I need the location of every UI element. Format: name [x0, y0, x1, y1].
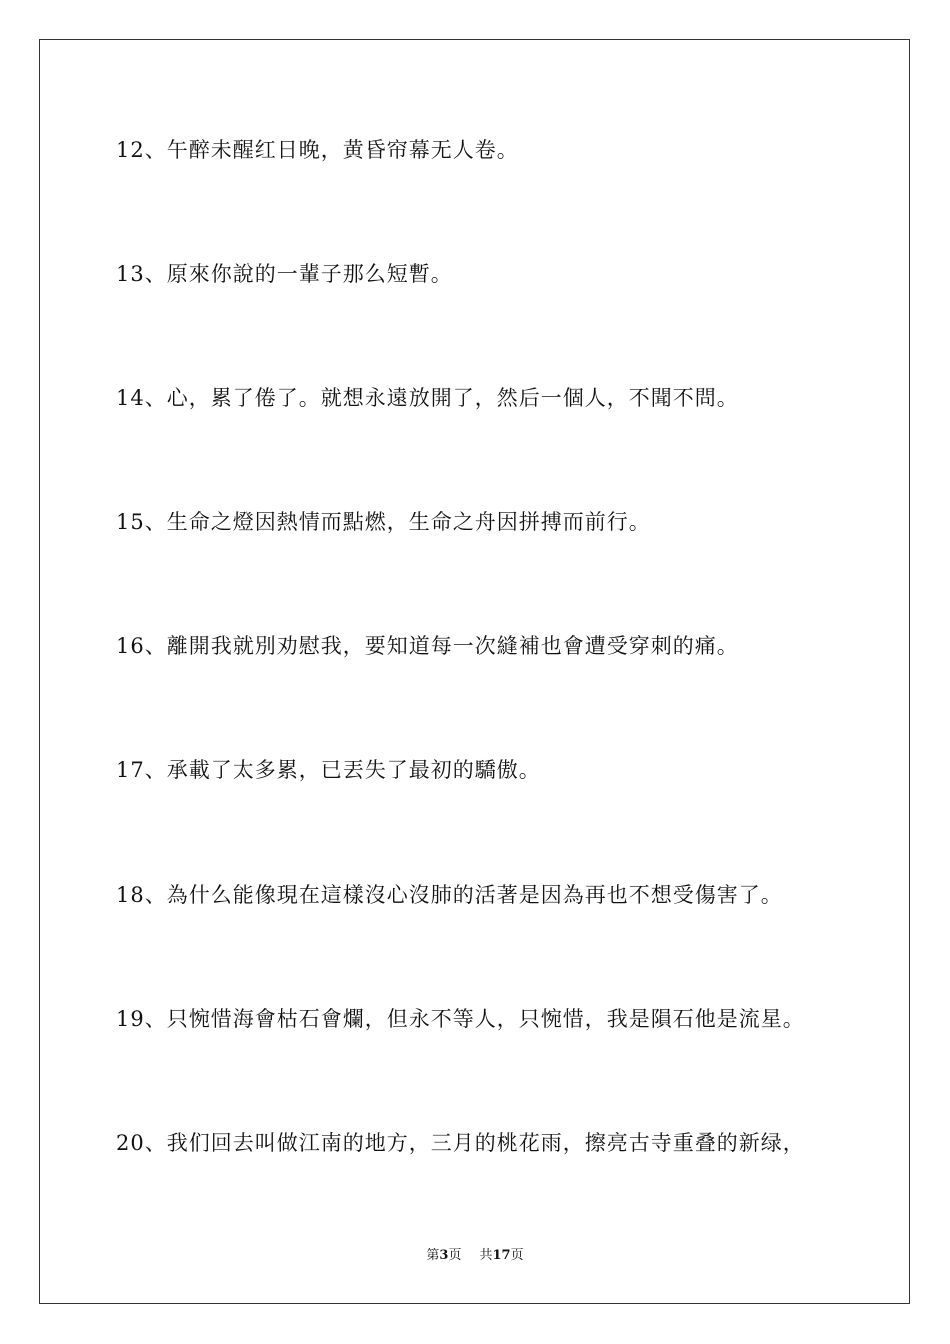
entry-19: 19、只惋惜海會枯石會爛，但永不等人，只惋惜，我是隕石他是流星。: [116, 1007, 805, 1031]
page-border: [39, 39, 910, 1304]
total-pages: 17: [492, 1248, 511, 1263]
page-suffix: 页: [448, 1248, 462, 1263]
page-prefix: 第: [426, 1248, 440, 1263]
page-number: 3: [439, 1248, 449, 1263]
total-suffix: 页: [510, 1248, 524, 1263]
entry-12: 12、午醉未醒红日晚，黄昏帘幕无人卷。: [116, 138, 519, 162]
entry-15: 15、生命之燈因熱情而點燃，生命之舟因拼搏而前行。: [116, 510, 651, 534]
entry-18: 18、為什么能像現在這樣沒心沒肺的活著是因為再也不想受傷害了。: [116, 883, 783, 907]
total-prefix: 共: [479, 1248, 493, 1263]
page-footer: [0, 1248, 950, 1264]
entry-13: 13、原來你說的一輩子那么短暫。: [116, 262, 453, 286]
entry-14: 14、心，累了倦了。就想永遠放開了，然后一個人，不聞不問。: [116, 386, 739, 410]
entry-20: 20、我们回去叫做江南的地方，三月的桃花雨，擦亮古寺重叠的新绿，: [116, 1131, 805, 1155]
entry-16: 16、離開我就別劝慰我，要知道每一次縫補也會遭受穿刺的痛。: [116, 634, 739, 658]
entry-17: 17、承載了太多累，已丟失了最初的驕傲。: [116, 758, 541, 782]
